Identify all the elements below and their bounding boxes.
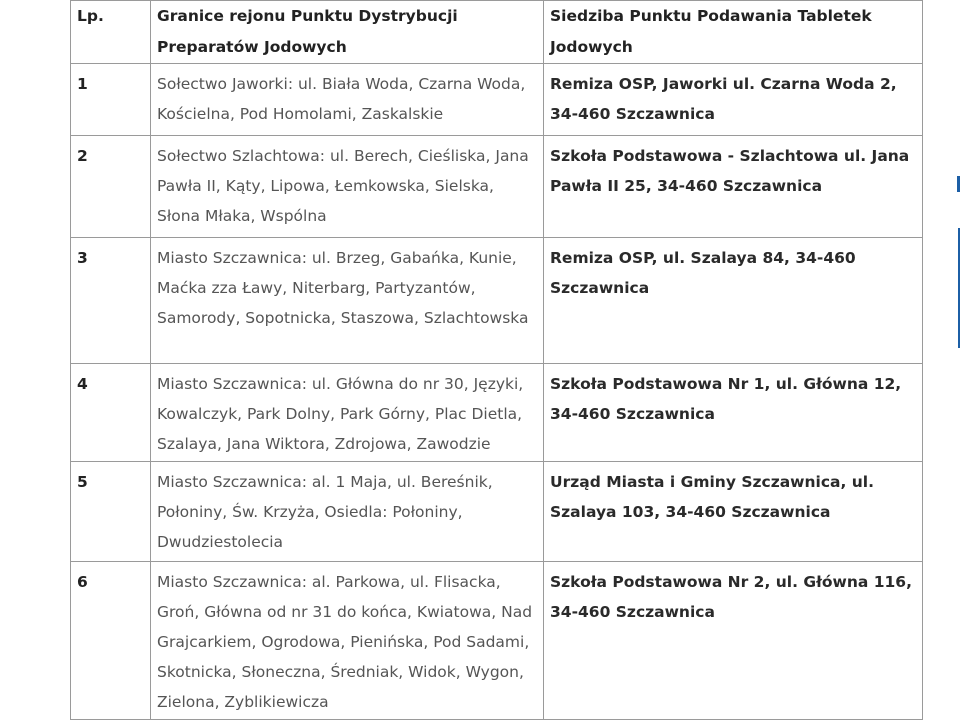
row-number: 5 bbox=[71, 462, 151, 562]
row-seat: Szkoła Podstawowa - Szlachtowa ul. Jana Pawła II 25, 34-460 Szczawnica bbox=[544, 136, 923, 238]
table-row bbox=[71, 238, 923, 364]
header-lp: Lp. bbox=[71, 1, 151, 64]
row-seat: Szkoła Podstawowa Nr 2, ul. Główna 116, 34-460 Szczawnica bbox=[544, 562, 923, 720]
table-row bbox=[71, 562, 923, 720]
row-number: 6 bbox=[71, 562, 151, 720]
header-area: Granice rejonu Punktu Dystrybucji Preparatów Jodowych bbox=[151, 1, 544, 64]
row-area: Miasto Szczawnica: ul. Brzeg, Gabańka, Kunie, Maćka zza Ławy, Niterbarg, Partyzantów, Samorody, Sopotnicka, Staszowa, Szlachtowska bbox=[151, 238, 544, 364]
row-number: 1 bbox=[71, 64, 151, 136]
row-seat: Remiza OSP, Jaworki ul. Czarna Woda 2, 34-460 Szczawnica bbox=[544, 64, 923, 136]
row-seat: Remiza OSP, ul. Szalaya 84, 34-460 Szczawnica bbox=[544, 238, 923, 364]
table-row bbox=[71, 364, 923, 462]
row-number: 3 bbox=[71, 238, 151, 364]
row-seat: Urząd Miasta i Gminy Szczawnica, ul. Szalaya 103, 34-460 Szczawnica bbox=[544, 462, 923, 562]
header-seat: Siedziba Punktu Podawania Tabletek Jodowych bbox=[544, 1, 923, 64]
row-area: Sołectwo Jaworki: ul. Biała Woda, Czarna Woda, Kościelna, Pod Homolami, Zaskalskie bbox=[151, 64, 544, 136]
distribution-points-table bbox=[70, 0, 923, 720]
row-area: Miasto Szczawnica: ul. Główna do nr 30, Języki, Kowalczyk, Park Dolny, Park Górny, Plac Dietla, Szalaya, Jana Wiktora, Zdrojowa, Zawodzie bbox=[151, 364, 544, 462]
table-header-row bbox=[71, 1, 923, 64]
row-number: 2 bbox=[71, 136, 151, 238]
table-row bbox=[71, 136, 923, 238]
row-area: Miasto Szczawnica: al. Parkowa, ul. Flisacka, Groń, Główna od nr 31 do końca, Kwiatowa, Nad Grajcarkiem, Ogrodowa, Pienińska, Pod Sadami, Skotnicka, Słoneczna, Średniak, Widok, Wygon, Zielona, Zyblikiewicza bbox=[151, 562, 544, 720]
table-row bbox=[71, 64, 923, 136]
row-number: 4 bbox=[71, 364, 151, 462]
row-area: Sołectwo Szlachtowa: ul. Berech, Cieśliska, Jana Pawła II, Kąty, Lipowa, Łemkowska, Sielska, Słona Młaka, Wspólna bbox=[151, 136, 544, 238]
row-area: Miasto Szczawnica: al. 1 Maja, ul. Bereśnik, Połoniny, Św. Krzyża, Osiedla: Połoniny, Dwudziestolecia bbox=[151, 462, 544, 562]
row-seat: Szkoła Podstawowa Nr 1, ul. Główna 12, 34-460 Szczawnica bbox=[544, 364, 923, 462]
table-row bbox=[71, 462, 923, 562]
distribution-table-container bbox=[70, 0, 922, 720]
